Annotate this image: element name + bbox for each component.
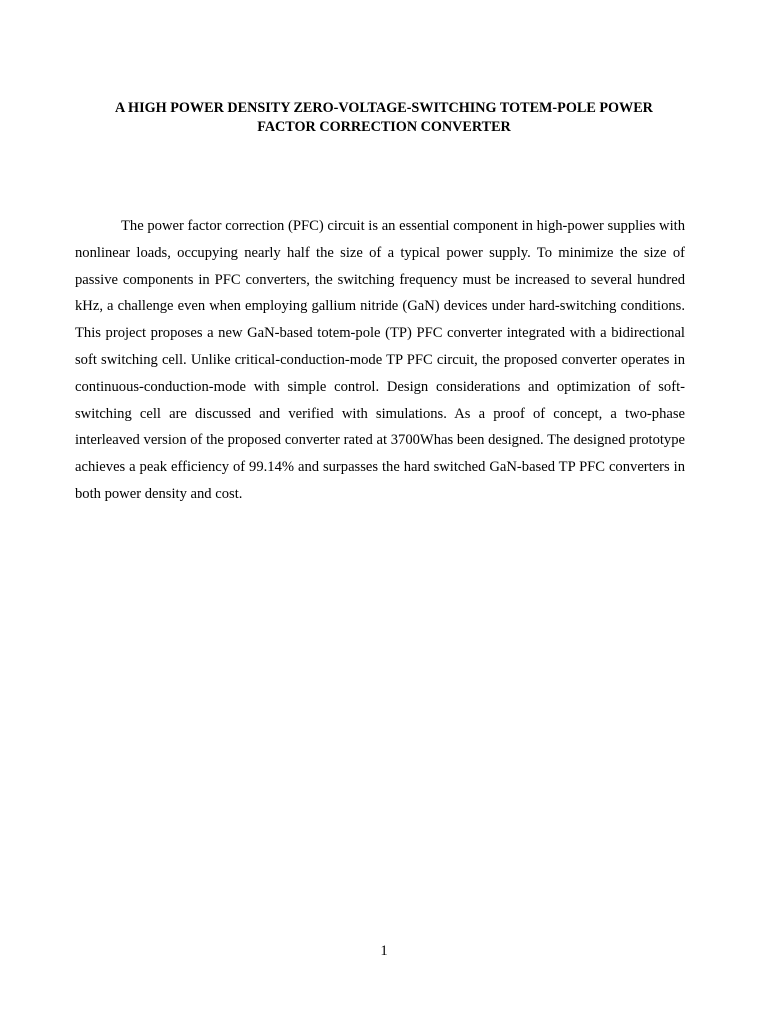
document-title: [60, 99, 708, 137]
title-line-2: FACTOR CORRECTION CONVERTER: [257, 119, 511, 135]
title-line-1: A HIGH POWER DENSITY ZERO-VOLTAGE-SWITCHING TOTEM-POLE POWER: [115, 100, 653, 116]
abstract-paragraph: The power factor correction (PFC) circuit is an essential component in high-power supplies with nonlinear loads, occupying nearly half the size of a typical power supply. To minimize the size of passive components in PFC converters, the switching frequency must be increased to several hundred kHz, a challenge even when employing gallium nitride (GaN) devices under hard-switching conditions. This project proposes a new GaN-based totem-pole (TP) PFC converter integrated with a bidirectional soft switching cell. Unlike critical-conduction-mode TP PFC circuit, the proposed converter operates in continuous-conduction-mode with simple control. Design considerations and optimization of soft-switching cell are discussed and verified with simulations. As a proof of concept, a two-phase interleaved version of the proposed converter rated at 3700Whas been designed. The designed prototype achieves a peak efficiency of 99.14% and surpasses the hard switched GaN-based TP PFC converters in both power density and cost.: [75, 218, 685, 502]
page-number: 1: [380, 943, 388, 959]
